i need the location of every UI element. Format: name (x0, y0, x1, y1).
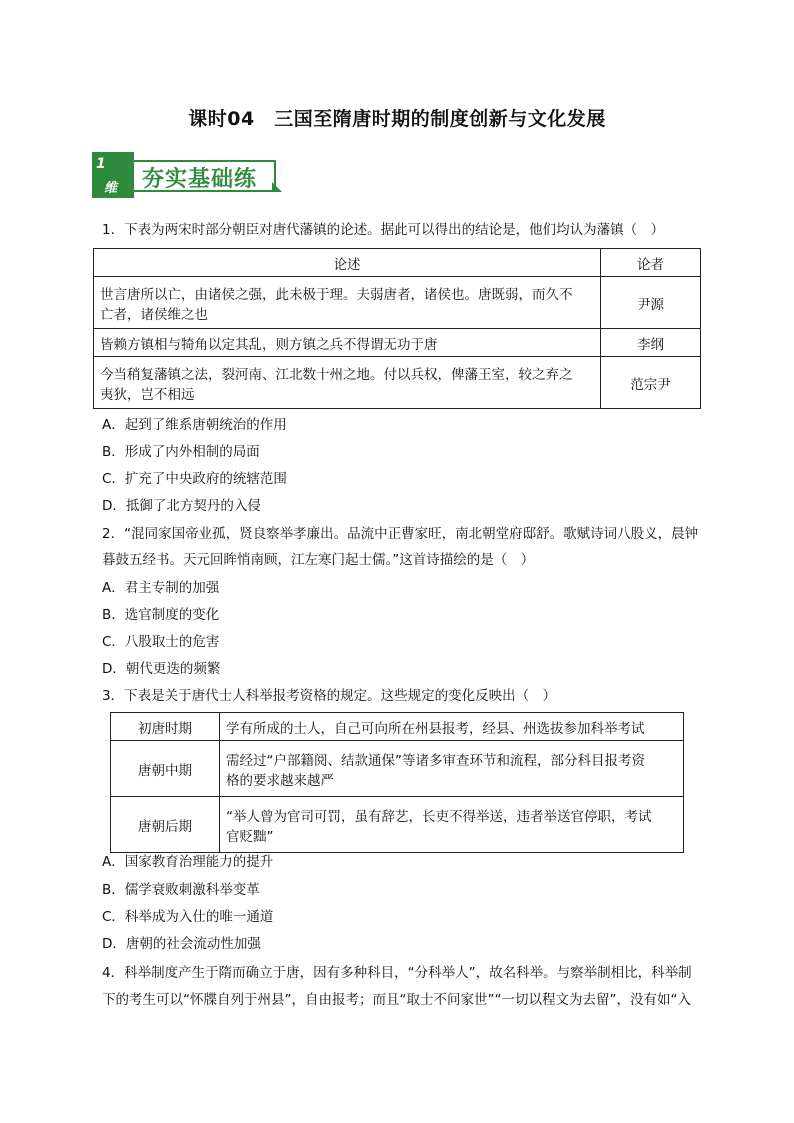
page-title: 课时04 三国至隋唐时期的制度创新与文化发展 (188, 108, 606, 130)
table-cell: 学有所成的士人，自己可向所在州县报考，经县、州选拔参加科举考试 (220, 713, 684, 741)
table-cell (220, 797, 684, 853)
table-cell: 唐朝中期 (111, 741, 220, 797)
badge-label: 夯实基础练 (142, 167, 258, 192)
table-row (94, 277, 701, 329)
q1-option-a: A．起到了维系唐朝统治的作用 (102, 417, 287, 433)
q3-stem: 3．下表是关于唐代士人科举报考资格的规定。这些规定的变化反映出（ ） (102, 688, 557, 704)
table-header-row (94, 249, 701, 277)
q3-option-b: B．儒学衰败刺激科举变革 (102, 882, 260, 898)
q2-option-c: C．八股取士的危害 (102, 634, 220, 650)
table-cell (94, 277, 601, 329)
cell-text-line: 需经过“户部籍阅、结款通保”等诸多审查环节和流程，部分科目报考资 (226, 752, 645, 769)
q3-option-a: A．国家教育治理能力的提升 (102, 854, 274, 870)
table-cell: 皆赖方镇相与犄角以定其乱，则方镇之兵不得谓无功于唐 (94, 329, 601, 357)
table-row (94, 357, 701, 409)
table-cell: 范宗尹 (601, 357, 701, 409)
cell-text-line: 亡者，诸侯维之也 (100, 306, 208, 323)
q2-option-d: D．朝代更迭的频繁 (102, 661, 221, 677)
badge-tail-decoration (272, 182, 282, 192)
q4-stem-line1: 4．科举制度产生于隋而确立于唐，因有多种科目，“分科举人”，故名科举。与察举制相比，科举制 (102, 965, 692, 981)
cell-text-line: 今当稍复藩镇之法，裂河南、江北数十州之地。付以兵权，俾藩王室，较之弃之 (100, 366, 573, 383)
q3-option-d: D．唐朝的社会流动性加强 (102, 936, 261, 952)
cell-text-line: 官贬黜” (226, 828, 274, 845)
table-row (111, 713, 684, 741)
cell-text-line: 夷狄，岂不相远 (100, 386, 195, 403)
table-header-cell: 论述 (94, 249, 601, 277)
table-cell (220, 741, 684, 797)
table-cell (94, 357, 601, 409)
q1-option-b: B．形成了内外相制的局面 (102, 444, 260, 460)
q1-stem: 1．下表为两宋时部分朝臣对唐代藩镇的论述。据此可以得出的结论是，他们均认为藩镇（ ） (102, 222, 665, 238)
q1-option-d: D．抵御了北方契丹的入侵 (102, 498, 261, 514)
badge-number: 1 (96, 156, 106, 172)
q1-option-c: C．扩充了中央政府的统辖范围 (102, 471, 287, 487)
table-cell: 尹源 (601, 277, 701, 329)
table-cell: 唐朝后期 (111, 797, 220, 853)
q1-table (93, 248, 701, 409)
table-cell: 李纲 (601, 329, 701, 357)
table-header-cell: 论者 (601, 249, 701, 277)
badge-sub: 维 (104, 181, 118, 196)
section-badge (92, 152, 288, 198)
q4-stem-line2: 下的考生可以“怀牒自列于州县”，自由报考；而且“取士不问家世”“一切以程文为去留”，没有如“入 (102, 992, 691, 1008)
cell-text-line: 世言唐所以亡，由诸侯之强，此未极于理。夫弱唐者，诸侯也。唐既弱，而久不 (100, 286, 573, 303)
cell-text-line: “举人曾为官司可罚，虽有辞艺，长吏不得举送，违者举送官停职，考试 (226, 808, 652, 825)
q2-stem-line1: 2．“混同家国帝业孤，贤良察举孝廉出。品流中正曹家旺，南北朝堂府邸舒。歌赋诗词八股义，晨钟 (102, 526, 699, 542)
cell-text-line: 格的要求越来越严 (226, 772, 334, 789)
q2-stem-line2: 暮鼓五经书。天元回眸悄南顾，江左寒门起士儒。”这首诗描绘的是（ ） (102, 552, 535, 568)
q3-option-c: C．科举成为入仕的唯一通道 (102, 909, 274, 925)
table-row (111, 741, 684, 797)
table-row (111, 797, 684, 853)
q2-option-b: B．选官制度的变化 (102, 607, 220, 623)
q2-option-a: A．君主专制的加强 (102, 580, 220, 596)
table-cell: 初唐时期 (111, 713, 220, 741)
table-row (94, 329, 701, 357)
q3-table (110, 712, 684, 853)
